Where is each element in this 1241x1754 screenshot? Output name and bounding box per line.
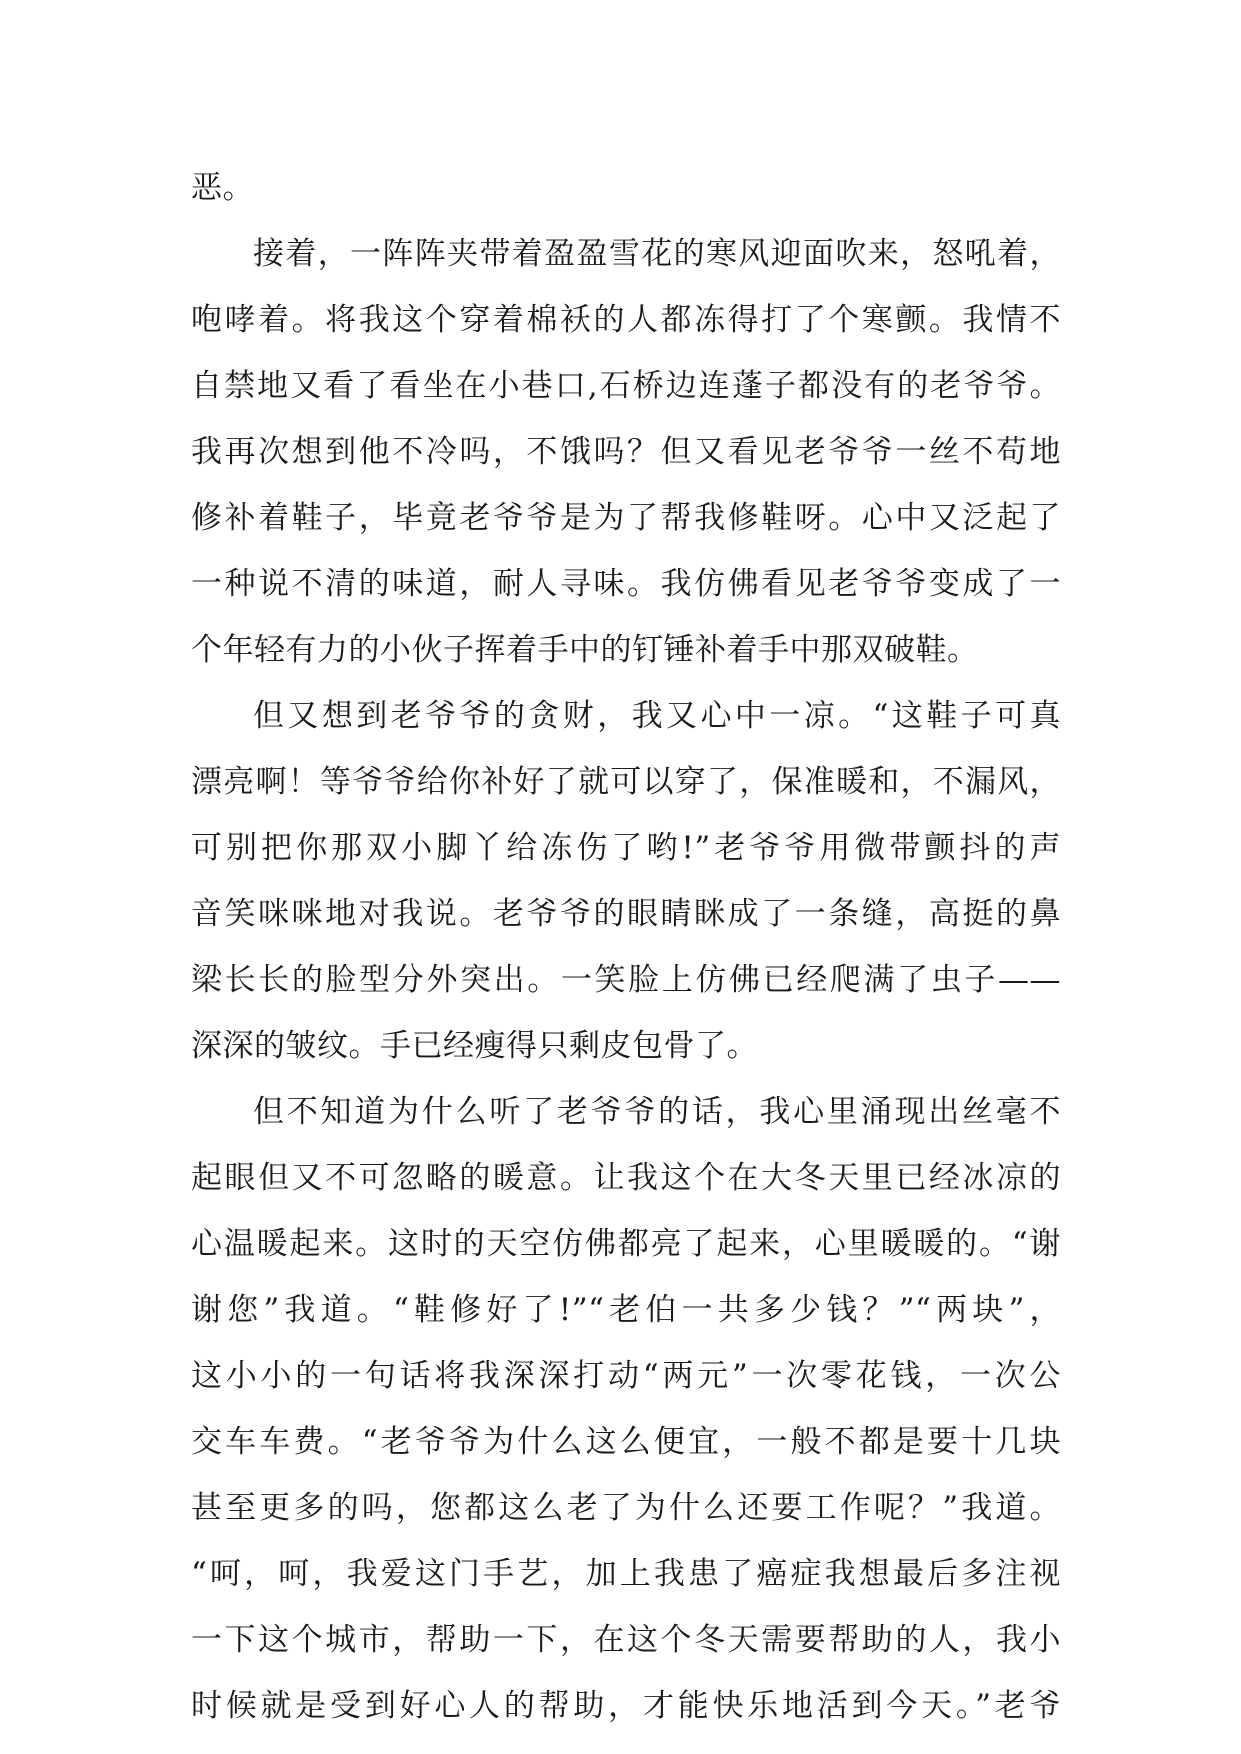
text-line: 起眼但又不可忽略的暖意。让我这个在大冬天里已经冰凉的 [191,1160,1061,1196]
text-line: 一种说不清的味道，耐人寻味。我仿佛看见老爷爷变成了一 [191,566,1061,602]
text-line: 恶。 [191,170,254,206]
text-line: 咆哮着。将我这个穿着棉袄的人都冻得打了个寒颤。我情不 [191,302,1061,338]
text-line: 音笑咪咪地对我说。老爷爷的眼睛眯成了一条缝，高挺的鼻 [191,896,1061,932]
text-line: 可别把你那双小脚丫给冻伤了哟!”老爷爷用微带颤抖的声 [191,830,1061,866]
text-line: 时候就是受到好心人的帮助，才能快乐地活到今天。”老爷 [191,1688,1061,1724]
text-line: 甚至更多的吗，您都这么老了为什么还要工作呢？”我道。 [191,1490,1061,1526]
text-line: 自禁地又看了看坐在小巷口,石桥边连蓬子都没有的老爷爷。 [191,368,1061,404]
text-line: 这小小的一句话将我深深打动“两元”一次零花钱，一次公 [191,1358,1061,1394]
text-line: 谢您”我道。“鞋修好了!”“老伯一共多少钱？”“两块”， [191,1292,1061,1328]
text-line: “呵，呵，我爱这门手艺，加上我患了癌症我想最后多注视 [191,1556,1061,1592]
text-line: 交车车费。“老爷爷为什么这么便宜，一般不都是要十几块 [191,1424,1061,1460]
body-text [191,155,1061,1739]
text-line: 个年轻有力的小伙子挥着手中的钉锤补着手中那双破鞋。 [191,632,979,668]
paragraph-first-line: 接着，一阵阵夹带着盈盈雪花的寒风迎面吹来，怒吼着， [253,236,1061,272]
text-line: 修补着鞋子，毕竟老爷爷是为了帮我修鞋呀。心中又泛起了 [191,500,1061,536]
text-line: 深深的皱纹。手已经瘦得只剩皮包骨了。 [191,1028,758,1064]
paragraph-first-line: 但不知道为什么听了老爷爷的话，我心里涌现出丝毫不 [253,1094,1061,1130]
paragraph-first-line: 但又想到老爷爷的贪财，我又心中一凉。“这鞋子可真 [253,698,1061,734]
text-line: 漂亮啊！等爷爷给你补好了就可以穿了，保准暖和，不漏风， [191,764,1061,800]
text-line: 一下这个城市，帮助一下，在这个冬天需要帮助的人，我小 [191,1622,1061,1658]
text-line: 心温暖起来。这时的天空仿佛都亮了起来，心里暖暖的。“谢 [191,1226,1061,1262]
text-line: 梁长长的脸型分外突出。一笑脸上仿佛已经爬满了虫子—— [191,962,1061,998]
text-line: 我再次想到他不冷吗，不饿吗？但又看见老爷爷一丝不苟地 [191,434,1061,470]
